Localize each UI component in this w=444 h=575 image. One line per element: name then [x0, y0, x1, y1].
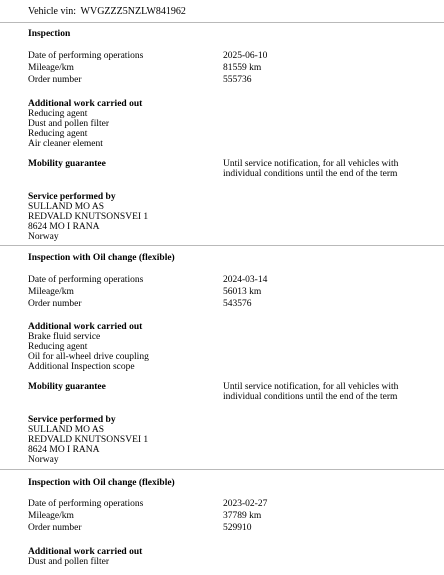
record-title: Inspection	[28, 29, 71, 39]
list-item: Reducing agent	[28, 109, 88, 119]
detail-label: Mileage/km	[28, 63, 74, 73]
list-item: Dust and pollen filter	[28, 119, 109, 129]
additional-work-list	[28, 109, 109, 149]
detail-label: Order number	[28, 75, 82, 85]
mobility-guarantee-text: Until service notification, for all vehicles with individual conditions until the end of the term	[223, 382, 399, 402]
list-item: Oil for all-wheel drive coupling	[28, 352, 149, 362]
list-item: Brake fluid service	[28, 332, 101, 342]
record-title: Inspection with Oil change (flexible)	[28, 478, 175, 488]
address-line: SULLAND MO AS	[28, 425, 105, 435]
detail-label: Date of performing operations	[28, 51, 144, 61]
detail-value: 56013 km	[223, 287, 262, 297]
detail-label: Mileage/km	[28, 287, 74, 297]
address-line: REDVALD KNUTSONSVEI 1	[28, 212, 149, 222]
detail-label: Date of performing operations	[28, 275, 144, 285]
address-line: 8624 MO I RANA	[28, 445, 100, 455]
additional-work-list	[28, 332, 149, 372]
mobility-guarantee-label: Mobility guarantee	[28, 382, 106, 392]
address-line: Norway	[28, 455, 59, 465]
detail-value: 2024-03-14	[223, 275, 268, 285]
detail-value: 37789 km	[223, 511, 262, 521]
detail-value: 81559 km	[223, 63, 262, 73]
service-performed-title: Service performed by	[28, 192, 116, 202]
detail-label: Mileage/km	[28, 511, 74, 521]
list-item: Dust and pollen filter	[28, 557, 109, 567]
detail-value: 2025-06-10	[223, 51, 268, 61]
address-line: Norway	[28, 232, 59, 242]
list-item: Air cleaner element	[28, 139, 103, 149]
service-address	[28, 425, 148, 465]
vin-label: Vehicle vin:	[28, 6, 77, 17]
detail-label: Order number	[28, 523, 82, 533]
divider	[0, 245, 444, 246]
divider	[0, 22, 444, 23]
divider	[0, 469, 444, 470]
service-performed-title: Service performed by	[28, 415, 116, 425]
address-line: 8624 MO I RANA	[28, 222, 100, 232]
address-line: SULLAND MO AS	[28, 202, 105, 212]
additional-work-title: Additional work carried out	[28, 99, 143, 109]
additional-work-title: Additional work carried out	[28, 547, 143, 557]
detail-value: 529910	[223, 523, 252, 533]
mobility-guarantee-label: Mobility guarantee	[28, 159, 106, 169]
detail-value: 543576	[223, 299, 252, 309]
vehicle-vin	[28, 6, 186, 18]
list-item: Additional Inspection scope	[28, 362, 135, 372]
vin-value: WVGZZZ5NZLW841962	[80, 6, 186, 17]
address-line: REDVALD KNUTSONSVEI 1	[28, 435, 149, 445]
record-title: Inspection with Oil change (flexible)	[28, 253, 175, 263]
detail-label: Date of performing operations	[28, 499, 144, 509]
detail-value: 2023-02-27	[223, 499, 268, 509]
additional-work-list	[28, 557, 109, 567]
detail-label: Order number	[28, 299, 82, 309]
list-item: Reducing agent	[28, 342, 88, 352]
additional-work-title: Additional work carried out	[28, 322, 143, 332]
detail-value: 555736	[223, 75, 252, 85]
list-item: Reducing agent	[28, 129, 88, 139]
mobility-guarantee-text: Until service notification, for all vehicles with individual conditions until the end of the term	[223, 159, 399, 179]
service-address	[28, 202, 148, 242]
